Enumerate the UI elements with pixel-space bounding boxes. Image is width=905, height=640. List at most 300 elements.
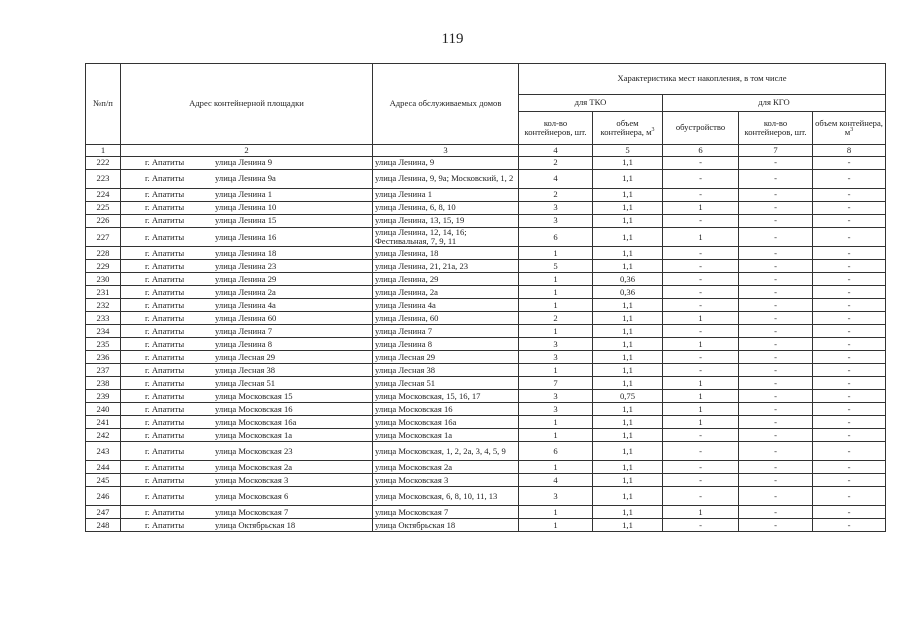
row-num: 222	[86, 157, 121, 170]
kgo-volume: -	[813, 377, 886, 390]
tko-count: 2	[519, 189, 593, 202]
served-houses: улица Московская 7	[373, 506, 519, 519]
kgo-volume: -	[813, 364, 886, 377]
tko-volume: 1,1	[593, 506, 663, 519]
site-street: улица Лесная 51	[215, 377, 276, 388]
kgo-count: -	[739, 325, 813, 338]
header-tko-count: кол-во контейнеров, шт.	[519, 112, 593, 145]
served-houses: улица Ленина, 60	[373, 312, 519, 325]
served-houses: улица Лесная 38	[373, 364, 519, 377]
tko-count: 1	[519, 461, 593, 474]
row-num: 241	[86, 416, 121, 429]
served-houses: улица Ленина 4а	[373, 299, 519, 312]
tko-count: 4	[519, 474, 593, 487]
row-num: 239	[86, 390, 121, 403]
row-num: 225	[86, 202, 121, 215]
kgo-volume: -	[813, 390, 886, 403]
served-houses: улица Московская 3	[373, 474, 519, 487]
kgo-count: -	[739, 286, 813, 299]
site-city: г. Апатиты	[145, 338, 185, 349]
tko-volume: 1,1	[593, 416, 663, 429]
row-num: 223	[86, 170, 121, 189]
kgo-volume: -	[813, 247, 886, 260]
site-address	[121, 260, 373, 273]
site-street: улица Московская 15	[215, 390, 293, 401]
column-number: 7	[739, 145, 813, 157]
kgo-volume: -	[813, 189, 886, 202]
table-row	[86, 170, 886, 189]
site-street: улица Лесная 29	[215, 351, 276, 362]
site-city: г. Апатиты	[145, 299, 185, 310]
arrangement: 1	[663, 377, 739, 390]
tko-count: 3	[519, 338, 593, 351]
container-sites-table	[85, 63, 886, 532]
tko-volume: 1,1	[593, 461, 663, 474]
tko-volume: 1,1	[593, 189, 663, 202]
tko-volume: 1,1	[593, 429, 663, 442]
site-city: г. Апатиты	[145, 390, 185, 401]
arrangement: -	[663, 273, 739, 286]
tko-volume: 1,1	[593, 170, 663, 189]
site-address	[121, 157, 373, 170]
site-city: г. Апатиты	[145, 461, 185, 472]
served-houses: улица Московская 16	[373, 403, 519, 416]
row-num: 230	[86, 273, 121, 286]
site-address	[121, 351, 373, 364]
tko-count: 1	[519, 247, 593, 260]
site-street: улица Московская 1а	[215, 429, 293, 440]
kgo-volume: -	[813, 461, 886, 474]
served-houses: улица Ленина, 21, 21а, 23	[373, 260, 519, 273]
site-city: г. Апатиты	[145, 429, 185, 440]
kgo-count: -	[739, 519, 813, 532]
arrangement: -	[663, 170, 739, 189]
kgo-volume: -	[813, 416, 886, 429]
tko-volume: 1,1	[593, 364, 663, 377]
site-city: г. Апатиты	[145, 351, 185, 362]
site-address	[121, 429, 373, 442]
table-row	[86, 487, 886, 506]
table-row	[86, 338, 886, 351]
tko-count: 1	[519, 519, 593, 532]
served-houses: улица Московская 1а	[373, 429, 519, 442]
site-city: г. Апатиты	[145, 189, 185, 200]
kgo-volume: -	[813, 215, 886, 228]
table-row	[86, 325, 886, 338]
tko-count: 3	[519, 390, 593, 403]
table-row	[86, 202, 886, 215]
kgo-count: -	[739, 338, 813, 351]
arrangement: 1	[663, 390, 739, 403]
arrangement: -	[663, 487, 739, 506]
row-num: 235	[86, 338, 121, 351]
kgo-volume: -	[813, 487, 886, 506]
kgo-volume: -	[813, 170, 886, 189]
kgo-count: -	[739, 273, 813, 286]
site-city: г. Апатиты	[145, 364, 185, 375]
arrangement: -	[663, 474, 739, 487]
row-num: 246	[86, 487, 121, 506]
site-street: улица Московская 16а	[215, 416, 297, 427]
tko-volume: 1,1	[593, 260, 663, 273]
kgo-volume: -	[813, 429, 886, 442]
header-tko-volume-label: объем контейнера, м	[600, 117, 652, 137]
site-street: улица Ленина 16	[215, 231, 277, 242]
served-houses: улица Ленина, 6, 8, 10	[373, 202, 519, 215]
kgo-volume: -	[813, 273, 886, 286]
superscript: 3	[651, 127, 655, 134]
table-row	[86, 260, 886, 273]
row-num: 245	[86, 474, 121, 487]
arrangement: -	[663, 189, 739, 202]
kgo-count: -	[739, 228, 813, 247]
column-number: 6	[663, 145, 739, 157]
header-address: Адрес контейнерной площадки	[121, 64, 373, 145]
served-houses: улица Ленина, 29	[373, 273, 519, 286]
tko-volume: 1,1	[593, 202, 663, 215]
arrangement: -	[663, 260, 739, 273]
kgo-count: -	[739, 416, 813, 429]
kgo-volume: -	[813, 338, 886, 351]
served-houses: улица Ленина, 13, 15, 19	[373, 215, 519, 228]
row-num: 233	[86, 312, 121, 325]
tko-count: 3	[519, 351, 593, 364]
row-num: 229	[86, 260, 121, 273]
tko-count: 3	[519, 215, 593, 228]
tko-count: 1	[519, 286, 593, 299]
kgo-count: -	[739, 247, 813, 260]
kgo-count: -	[739, 260, 813, 273]
column-number: 2	[121, 145, 373, 157]
row-num: 234	[86, 325, 121, 338]
site-address	[121, 442, 373, 461]
column-number: 1	[86, 145, 121, 157]
header-tko-volume	[593, 112, 663, 145]
kgo-count: -	[739, 377, 813, 390]
arrangement: -	[663, 429, 739, 442]
table-row	[86, 215, 886, 228]
served-houses: улица Московская, 15, 16, 17	[373, 390, 519, 403]
header-tko: для ТКО	[519, 95, 663, 112]
header-kgo-volume-label: объем контейнера, м	[815, 117, 883, 137]
served-houses: улица Лесная 29	[373, 351, 519, 364]
table-row	[86, 519, 886, 532]
site-street: улица Ленина 10	[215, 202, 277, 213]
site-city: г. Апатиты	[145, 273, 185, 284]
column-number: 4	[519, 145, 593, 157]
site-address	[121, 312, 373, 325]
tko-volume: 1,1	[593, 487, 663, 506]
site-address	[121, 228, 373, 247]
header-arrangement: обустройство	[663, 112, 739, 145]
row-num: 238	[86, 377, 121, 390]
site-address	[121, 338, 373, 351]
tko-volume: 1,1	[593, 377, 663, 390]
arrangement: -	[663, 364, 739, 377]
kgo-count: -	[739, 403, 813, 416]
tko-count: 3	[519, 487, 593, 506]
tko-count: 3	[519, 202, 593, 215]
served-houses: улица Московская, 1, 2, 2а, 3, 4, 5, 9	[373, 442, 519, 461]
arrangement: -	[663, 442, 739, 461]
kgo-count: -	[739, 215, 813, 228]
kgo-count: -	[739, 157, 813, 170]
tko-count: 3	[519, 403, 593, 416]
tko-count: 1	[519, 325, 593, 338]
served-houses: улица Ленина, 2а	[373, 286, 519, 299]
kgo-count: -	[739, 390, 813, 403]
site-city: г. Апатиты	[145, 445, 185, 456]
site-address	[121, 215, 373, 228]
arrangement: -	[663, 351, 739, 364]
kgo-volume: -	[813, 299, 886, 312]
site-street: улица Ленина 23	[215, 260, 277, 271]
served-houses: улица Ленина, 12, 14, 16; Фестивальная, 7, 9, 11	[373, 228, 519, 247]
served-houses: улица Октябрьская 18	[373, 519, 519, 532]
arrangement: -	[663, 325, 739, 338]
kgo-volume: -	[813, 202, 886, 215]
row-num: 242	[86, 429, 121, 442]
tko-volume: 1,1	[593, 312, 663, 325]
table-row	[86, 189, 886, 202]
site-street: улица Московская 6	[215, 490, 289, 501]
tko-volume: 1,1	[593, 474, 663, 487]
row-num: 243	[86, 442, 121, 461]
site-city: г. Апатиты	[145, 403, 185, 414]
site-address	[121, 519, 373, 532]
site-city: г. Апатиты	[145, 173, 185, 184]
kgo-count: -	[739, 474, 813, 487]
kgo-volume: -	[813, 403, 886, 416]
served-houses: улица Лесная 51	[373, 377, 519, 390]
site-street: улица Московская 3	[215, 474, 289, 485]
tko-count: 5	[519, 260, 593, 273]
table-row	[86, 442, 886, 461]
site-street: улица Ленина 18	[215, 247, 277, 258]
arrangement: 1	[663, 403, 739, 416]
site-address	[121, 299, 373, 312]
site-street: улица Ленина 29	[215, 273, 277, 284]
site-address	[121, 202, 373, 215]
kgo-count: -	[739, 202, 813, 215]
kgo-volume: -	[813, 286, 886, 299]
table-row	[86, 286, 886, 299]
kgo-volume: -	[813, 312, 886, 325]
tko-count: 2	[519, 157, 593, 170]
header-kgo-volume	[813, 112, 886, 145]
site-address	[121, 390, 373, 403]
site-city: г. Апатиты	[145, 231, 185, 242]
site-address	[121, 286, 373, 299]
kgo-count: -	[739, 364, 813, 377]
table-row	[86, 377, 886, 390]
site-street: улица Московская 16	[215, 403, 293, 414]
tko-count: 1	[519, 299, 593, 312]
kgo-count: -	[739, 461, 813, 474]
site-street: улица Октябрьская 18	[215, 519, 296, 530]
header-kgo: для КГО	[663, 95, 886, 112]
kgo-count: -	[739, 487, 813, 506]
arrangement: -	[663, 286, 739, 299]
page-number: 119	[441, 31, 464, 47]
kgo-volume: -	[813, 260, 886, 273]
site-city: г. Апатиты	[145, 286, 185, 297]
tko-volume: 1,1	[593, 442, 663, 461]
table-row	[86, 416, 886, 429]
table-row	[86, 157, 886, 170]
kgo-volume: -	[813, 157, 886, 170]
table-row	[86, 228, 886, 247]
site-city: г. Апатиты	[145, 490, 185, 501]
site-city: г. Апатиты	[145, 506, 185, 517]
table-row	[86, 312, 886, 325]
arrangement: -	[663, 299, 739, 312]
table-row	[86, 247, 886, 260]
kgo-count: -	[739, 351, 813, 364]
table-row	[86, 461, 886, 474]
tko-count: 1	[519, 364, 593, 377]
kgo-volume: -	[813, 506, 886, 519]
site-address	[121, 273, 373, 286]
site-street: улица Ленина 2а	[215, 286, 276, 297]
kgo-count: -	[739, 442, 813, 461]
kgo-volume: -	[813, 519, 886, 532]
site-street: улица Московская 23	[215, 445, 293, 456]
site-street: улица Московская 2а	[215, 461, 293, 472]
kgo-count: -	[739, 506, 813, 519]
site-street: улица Ленина 4а	[215, 299, 276, 310]
header-num: №п/п	[86, 64, 121, 145]
site-city: г. Апатиты	[145, 260, 185, 271]
site-address	[121, 487, 373, 506]
site-street: улица Лесная 38	[215, 364, 276, 375]
tko-volume: 1,1	[593, 215, 663, 228]
site-city: г. Апатиты	[145, 312, 185, 323]
tko-volume: 0,36	[593, 286, 663, 299]
tko-volume: 1,1	[593, 519, 663, 532]
table-row	[86, 403, 886, 416]
table-row	[86, 364, 886, 377]
tko-count: 2	[519, 312, 593, 325]
tko-volume: 1,1	[593, 228, 663, 247]
site-city: г. Апатиты	[145, 247, 185, 258]
kgo-volume: -	[813, 351, 886, 364]
row-num: 244	[86, 461, 121, 474]
header-characteristic: Характеристика мест накопления, в том числе	[519, 64, 886, 95]
served-houses: улица Московская, 6, 8, 10, 11, 13	[373, 487, 519, 506]
table-row	[86, 273, 886, 286]
site-street: улица Ленина 8	[215, 338, 273, 349]
tko-count: 7	[519, 377, 593, 390]
arrangement: -	[663, 247, 739, 260]
site-street: улица Ленина 7	[215, 325, 273, 336]
table-body	[86, 157, 886, 532]
site-address	[121, 377, 373, 390]
tko-count: 4	[519, 170, 593, 189]
kgo-count: -	[739, 170, 813, 189]
kgo-count: -	[739, 299, 813, 312]
tko-volume: 1,1	[593, 403, 663, 416]
table-row	[86, 506, 886, 519]
site-city: г. Апатиты	[145, 519, 185, 530]
arrangement: 1	[663, 202, 739, 215]
served-houses: улица Ленина 7	[373, 325, 519, 338]
row-num: 224	[86, 189, 121, 202]
tko-count: 6	[519, 228, 593, 247]
kgo-volume: -	[813, 474, 886, 487]
arrangement: 1	[663, 338, 739, 351]
served-houses: улица Московская 2а	[373, 461, 519, 474]
site-address	[121, 474, 373, 487]
served-houses: улица Московская 16а	[373, 416, 519, 429]
tko-volume: 1,1	[593, 325, 663, 338]
site-address	[121, 364, 373, 377]
tko-volume: 1,1	[593, 338, 663, 351]
served-houses: улица Ленина, 18	[373, 247, 519, 260]
superscript: 3	[850, 127, 854, 134]
row-num: 232	[86, 299, 121, 312]
site-address	[121, 403, 373, 416]
tko-volume: 1,1	[593, 299, 663, 312]
kgo-volume: -	[813, 325, 886, 338]
row-num: 240	[86, 403, 121, 416]
served-houses: улица Ленина, 9, 9а; Московский, 1, 2	[373, 170, 519, 189]
column-number: 5	[593, 145, 663, 157]
site-address	[121, 416, 373, 429]
tko-volume: 0,75	[593, 390, 663, 403]
site-address	[121, 325, 373, 338]
kgo-volume: -	[813, 228, 886, 247]
table-row	[86, 351, 886, 364]
tko-count: 1	[519, 416, 593, 429]
site-street: улица Ленина 60	[215, 312, 277, 323]
table-row	[86, 474, 886, 487]
site-address	[121, 506, 373, 519]
tko-volume: 1,1	[593, 351, 663, 364]
tko-count: 6	[519, 442, 593, 461]
kgo-volume: -	[813, 442, 886, 461]
column-number: 3	[373, 145, 519, 157]
site-address	[121, 247, 373, 260]
site-address	[121, 189, 373, 202]
site-city: г. Апатиты	[145, 157, 185, 168]
site-street: улица Московская 7	[215, 506, 289, 517]
row-num: 237	[86, 364, 121, 377]
header-houses: Адреса обслуживаемых домов	[373, 64, 519, 145]
site-street: улица Ленина 9а	[215, 173, 276, 184]
tko-count: 1	[519, 429, 593, 442]
tko-volume: 1,1	[593, 157, 663, 170]
served-houses: улица Ленина 1	[373, 189, 519, 202]
site-street: улица Ленина 1	[215, 189, 273, 200]
table-row	[86, 429, 886, 442]
column-number: 8	[813, 145, 886, 157]
site-street: улица Ленина 9	[215, 157, 273, 168]
site-city: г. Апатиты	[145, 215, 185, 226]
row-num: 248	[86, 519, 121, 532]
arrangement: 1	[663, 312, 739, 325]
site-address	[121, 170, 373, 189]
served-houses: улица Ленина 8	[373, 338, 519, 351]
table-row	[86, 390, 886, 403]
tko-count: 1	[519, 506, 593, 519]
arrangement: 1	[663, 416, 739, 429]
row-num: 226	[86, 215, 121, 228]
kgo-count: -	[739, 312, 813, 325]
site-city: г. Апатиты	[145, 474, 185, 485]
served-houses: улица Ленина, 9	[373, 157, 519, 170]
site-address	[121, 461, 373, 474]
